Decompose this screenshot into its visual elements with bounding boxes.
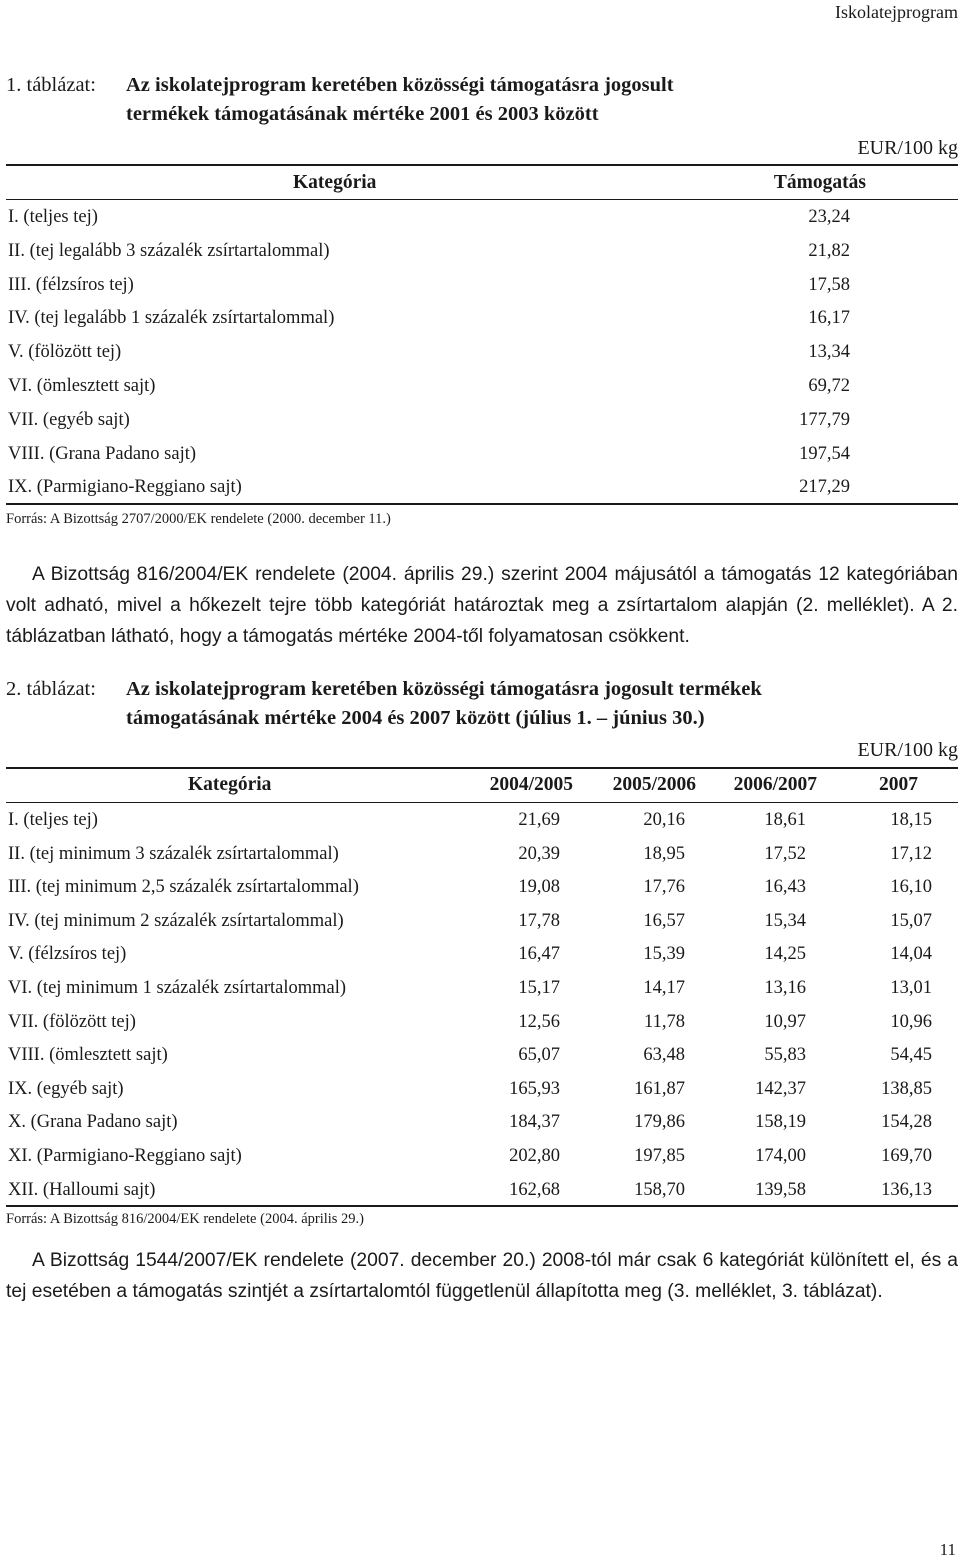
table2-cell-category: XI. (Parmigiano-Reggiano sajt) xyxy=(8,1146,242,1166)
table1-title xyxy=(126,71,886,129)
table1-cell-category: VI. (ömlesztett sajt) xyxy=(8,376,156,396)
table2-cell-2007: 13,01 xyxy=(890,978,932,998)
table2-row xyxy=(8,1038,958,1072)
table2-cell-2005-2006: 158,70 xyxy=(634,1179,685,1200)
table2-row xyxy=(8,1173,958,1207)
table2-row xyxy=(8,837,958,871)
table2-cell-2006-2007: 13,16 xyxy=(764,978,806,998)
table2-cell-2004-2005: 165,93 xyxy=(509,1078,560,1099)
table1-cell-value: 21,82 xyxy=(808,240,850,261)
table2-cell-2007: 136,13 xyxy=(881,1179,932,1200)
table1-cell-value: 23,24 xyxy=(808,207,850,227)
table1-row xyxy=(8,335,958,369)
table2-cell-category: I. (teljes tej) xyxy=(8,810,98,830)
table2-cell-2004-2005: 16,47 xyxy=(518,944,560,965)
table2-cell-2004-2005: 184,37 xyxy=(509,1112,560,1133)
table2-cell-2006-2007: 158,19 xyxy=(755,1112,806,1133)
table1-cell-category: IV. (tej legalább 1 százalék zsírtartalommal) xyxy=(8,308,335,329)
table1-row xyxy=(8,268,958,302)
table2-cell-2005-2006: 14,17 xyxy=(643,978,685,998)
table2-cell-2005-2006: 197,85 xyxy=(634,1146,685,1166)
table1-row xyxy=(8,301,958,335)
table2-col-2007: 2007 xyxy=(879,774,918,795)
table1-title-line1: Az iskolatejprogram keretében közösségi támogatásra jogosult xyxy=(126,74,674,96)
table2-cell-2004-2005: 15,17 xyxy=(518,978,560,998)
table2-cell-2006-2007: 17,52 xyxy=(764,843,806,864)
table2-cell-2006-2007: 10,97 xyxy=(764,1011,806,1032)
table1-label: 1. táblázat: xyxy=(6,74,96,96)
table2-cell-2007: 17,12 xyxy=(890,843,932,864)
table2-cell-2006-2007: 16,43 xyxy=(764,877,806,898)
table2-cell-2007: 18,15 xyxy=(890,810,932,830)
table2-cell-2007: 138,85 xyxy=(881,1078,932,1099)
table1-cell-value: 13,34 xyxy=(808,342,850,363)
table1-cell-category: V. (fölözött tej) xyxy=(8,342,122,363)
table2-cell-2004-2005: 162,68 xyxy=(509,1179,560,1200)
table1-cell-value: 177,79 xyxy=(799,409,850,430)
table1-row xyxy=(8,403,958,437)
table2-cell-category: V. (félzsíros tej) xyxy=(8,944,127,965)
table2-cell-2004-2005: 20,39 xyxy=(518,843,560,864)
table2-cell-2005-2006: 161,87 xyxy=(634,1078,685,1099)
table2-cell-2006-2007: 142,37 xyxy=(755,1078,806,1099)
table2-cell-2005-2006: 16,57 xyxy=(643,910,685,931)
table2-cell-2005-2006: 63,48 xyxy=(643,1045,685,1066)
table2-col-2004-2005: 2004/2005 xyxy=(489,774,573,795)
table2-cell-category: X. (Grana Padano sajt) xyxy=(8,1112,178,1133)
table2-col-2006-2007: 2006/2007 xyxy=(733,774,817,795)
table2-col-2005-2006: 2005/2006 xyxy=(612,774,696,795)
table2-col-category: Kategória xyxy=(188,774,272,795)
table2-row xyxy=(8,904,958,938)
table2-row xyxy=(8,1139,958,1173)
table2-row xyxy=(8,937,958,971)
table1-col-support: Támogatás xyxy=(773,172,866,193)
table2-row xyxy=(8,803,958,837)
table2-row xyxy=(8,1005,958,1039)
table1-cell-value: 197,54 xyxy=(799,443,850,464)
table2-cell-category: III. (tej minimum 2,5 százalék zsírtartalommal) xyxy=(8,877,359,898)
table1-source: Forrás: A Bizottság 2707/2000/EK rendelete (2000. december 11.) xyxy=(6,511,391,527)
table1-row xyxy=(8,437,958,471)
table2-cell-category: II. (tej minimum 3 százalék zsírtartalommal) xyxy=(8,843,339,864)
table2-cell-2006-2007: 55,83 xyxy=(764,1045,806,1066)
table2-header-row xyxy=(8,768,958,802)
table2-cell-category: XII. (Halloumi sajt) xyxy=(8,1179,156,1200)
table1-cell-value: 217,29 xyxy=(799,477,850,498)
table1-caption xyxy=(6,71,956,131)
table2-cell-2004-2005: 12,56 xyxy=(518,1011,560,1032)
table1-cell-category: I. (teljes tej) xyxy=(8,207,98,227)
table2-cell-2006-2007: 15,34 xyxy=(764,910,806,931)
table2-cell-category: VII. (fölözött tej) xyxy=(8,1011,136,1032)
table2-cell-category: VIII. (ömlesztett sajt) xyxy=(8,1045,168,1066)
table2-cell-2006-2007: 18,61 xyxy=(764,810,806,830)
table2-cell-2005-2006: 20,16 xyxy=(643,810,685,830)
table2-title-line2: támogatásának mértéke 2004 és 2007 között (július 1. – június 30.) xyxy=(126,707,705,729)
table2-cell-2005-2006: 179,86 xyxy=(634,1112,685,1133)
table2-cell-2006-2007: 174,00 xyxy=(755,1146,806,1166)
table2-cell-2004-2005: 65,07 xyxy=(518,1045,560,1066)
table2-cell-2007: 54,45 xyxy=(890,1045,932,1066)
table2-cell-category: VI. (tej minimum 1 százalék zsírtartalommal) xyxy=(8,978,347,998)
table2-cell-2005-2006: 17,76 xyxy=(643,877,685,898)
table2-cell-2007: 10,96 xyxy=(890,1011,932,1032)
table1-cell-category: III. (félzsíros tej) xyxy=(8,274,134,295)
paragraph-1: A Bizottság 816/2004/EK rendelete (2004. április 29.) szerint 2004 májusától a támogatás 12 kategóriában volt adható, mivel a hőkezelt tejre több kategóriát határoztak meg a zsírtartalom alapján (2. melléklet). A 2. táblázatban látható, hogy a támogatás mértéke 2004-től folyamatosan csökkent. xyxy=(6,564,958,647)
table2-cell-2005-2006: 15,39 xyxy=(643,944,685,965)
table2-title xyxy=(126,675,926,733)
table2-cell-2007: 14,04 xyxy=(890,944,932,965)
running-header: Iskolatejprogram xyxy=(835,2,958,22)
table2-cell-2004-2005: 202,80 xyxy=(509,1146,560,1166)
table2-source: Forrás: A Bizottság 816/2004/EK rendelete (2004. április 29.) xyxy=(6,1211,365,1227)
table2-cell-2007: 154,28 xyxy=(881,1112,932,1133)
table2-cell-2004-2005: 21,69 xyxy=(518,810,560,830)
table1-cell-category: II. (tej legalább 3 százalék zsírtartalommal) xyxy=(8,240,330,261)
table2-bottom-rule xyxy=(6,1205,958,1207)
table1-row xyxy=(8,234,958,268)
table2-cell-category: IV. (tej minimum 2 százalék zsírtartalommal) xyxy=(8,910,344,931)
table2-cell-2004-2005: 19,08 xyxy=(518,877,560,898)
table1-unit: EUR/100 kg xyxy=(857,137,958,159)
table2-title-line1: Az iskolatejprogram keretében közösségi támogatásra jogosult termékek xyxy=(126,678,762,700)
table1-header-row xyxy=(8,166,958,200)
table2-unit: EUR/100 kg xyxy=(857,739,958,761)
table2-cell-2007: 169,70 xyxy=(881,1146,932,1166)
table2-row xyxy=(8,1105,958,1139)
table1-cell-value: 17,58 xyxy=(808,274,850,295)
table1-cell-category: IX. (Parmigiano-Reggiano sajt) xyxy=(8,477,242,498)
table2-row xyxy=(8,971,958,1005)
table2-cell-2004-2005: 17,78 xyxy=(518,910,560,931)
table2-cell-2007: 16,10 xyxy=(890,877,932,898)
table2-cell-2005-2006: 11,78 xyxy=(644,1011,685,1032)
table1-row xyxy=(8,470,958,504)
paragraph-2: A Bizottság 1544/2007/EK rendelete (2007. december 20.) 2008-tól már csak 6 kategóriát különített el, és a tej esetében a támogatás szintjét a zsírtartalomtól függetlenül állapította meg (3. melléklet, 3. táblázat). xyxy=(6,1250,958,1302)
page-number: 11 xyxy=(939,1540,956,1559)
table2-cell-2006-2007: 14,25 xyxy=(764,944,806,965)
table2-cell-category: IX. (egyéb sajt) xyxy=(8,1078,124,1099)
table2-cell-2007: 15,07 xyxy=(890,910,932,931)
table2-row xyxy=(8,1072,958,1106)
table1-bottom-rule xyxy=(6,503,958,505)
table1-row xyxy=(8,200,958,234)
table1-title-line2: termékek támogatásának mértéke 2001 és 2003 között xyxy=(126,103,599,125)
table2-label: 2. táblázat: xyxy=(6,678,96,700)
table1-row xyxy=(8,369,958,403)
table1-cell-category: VIII. (Grana Padano sajt) xyxy=(8,443,197,464)
table2-row xyxy=(8,870,958,904)
table1-cell-value: 16,17 xyxy=(808,308,850,329)
table2-caption xyxy=(6,675,956,735)
table2-cell-2006-2007: 139,58 xyxy=(755,1179,806,1200)
table1-cell-value: 69,72 xyxy=(808,376,850,396)
table1-cell-category: VII. (egyéb sajt) xyxy=(8,409,130,430)
table2-cell-2005-2006: 18,95 xyxy=(643,843,685,864)
table1-col-category: Kategória xyxy=(293,172,377,193)
